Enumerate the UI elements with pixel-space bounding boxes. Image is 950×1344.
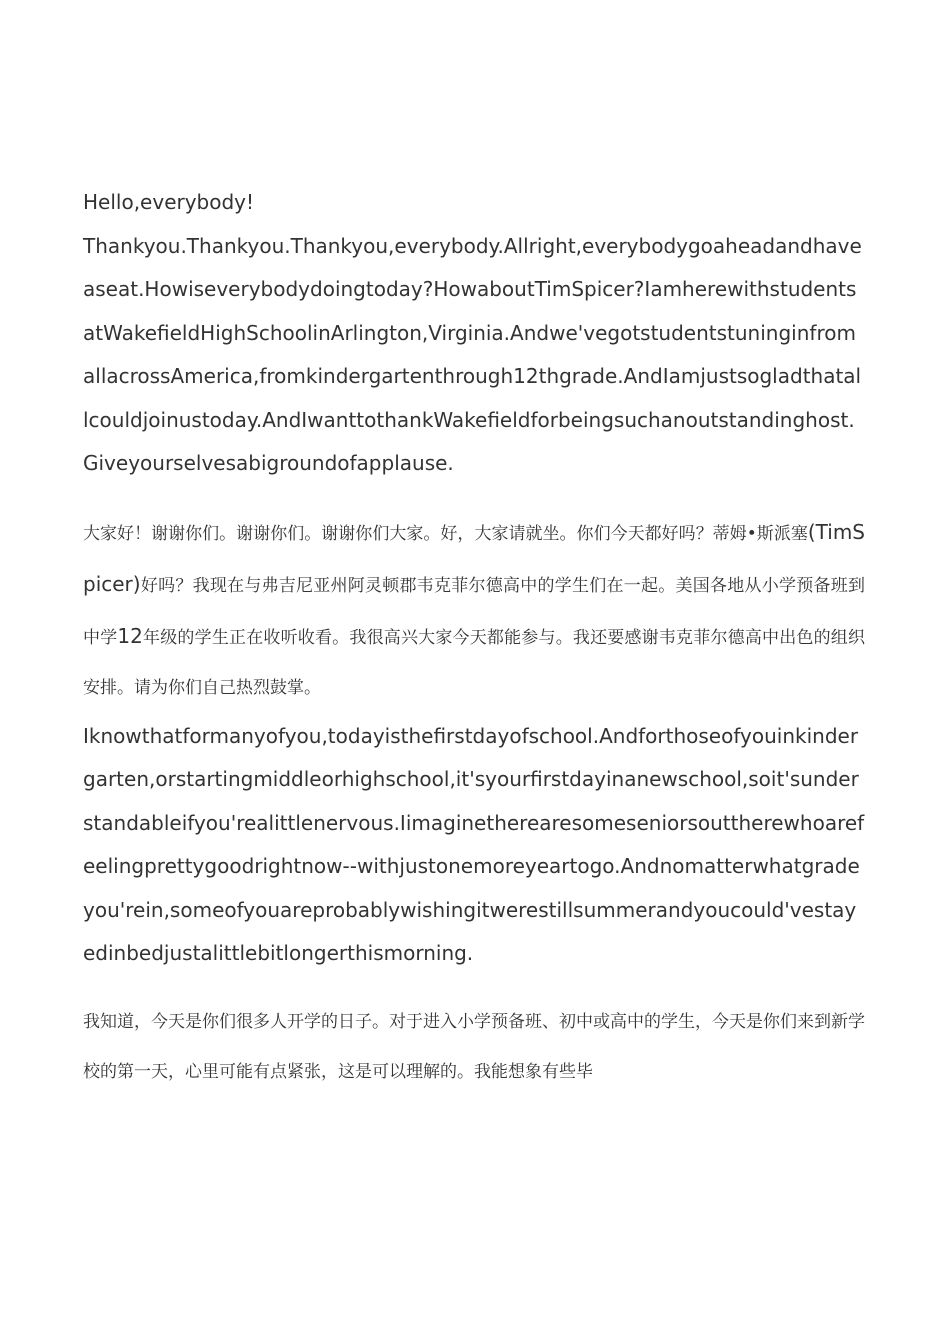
greeting-line: Hello,everybody! bbox=[83, 190, 255, 214]
paragraph-chinese-1 bbox=[83, 507, 865, 713]
paragraph-chinese-1-part-b: 好吗？我现在与弗吉尼亚州阿灵顿郡韦克菲尔德高中的学生们在一起。美国各地从小学预备班到中学 bbox=[83, 575, 865, 648]
paragraph-chinese-1-name: (TimSpicer) bbox=[83, 519, 865, 596]
paragraph-chinese-1-part-c: 年级的学生正在收听收看。我很高兴大家今天都能参与。我还要感谢韦克菲尔德高中出色的组织安排。请为你们自己热烈鼓掌。 bbox=[83, 627, 866, 698]
paragraph-chinese-2: 我知道，今天是你们很多人开学的日子。对于进入小学预备班、初中或高中的学生，今天是你们来到新学校的第一天，心里可能有点紧张，这是可以理解的。我能想象有些毕 bbox=[83, 1011, 865, 1082]
paragraph-chinese-1-part-a: 大家好！谢谢你们。谢谢你们。谢谢你们大家。好，大家请就坐。你们今天都好吗？蒂姆•斯派塞 bbox=[83, 523, 808, 544]
paragraph-chinese-1-number: 12 bbox=[117, 623, 143, 648]
document-body bbox=[83, 181, 865, 1097]
paragraph-english-1: Thankyou.Thankyou.Thankyou,everybody.Allright,everybodygoaheadandhaveaseat.Howiseverybodydoingtoday?HowaboutTimSpicer?IamherewithstudentsatWakefieldHighSchoolinArlington,Virginia.Andwe'vegotstudentstuninginfromallacrossAmerica,fromkindergartenthrough12thgrade.AndIamjustsogladthatallcouldjoinustoday.AndIwanttothankWakefieldforbeingsuchanoutstandinghost.Giveyourselvesabigroundofapplause. bbox=[83, 233, 862, 475]
paragraph-english-2: Iknowthatformanyofyou,todayisthefirstdayofschool.Andforthoseofyouinkindergarten,orstartingmiddleorhighschool,it'syourfirstdayinanewschool,soit'sunderstandableifyou'realittlenervous.Iimaginetherearesomeseniorsouttherewhoarefeelingprettygoodrightnow--withjustonemoreyeartogo.Andnomatterwhatgradeyou'rein,someofyouareprobablywishingitwerestillsummerandyoucould'vestayedinbedjustalittlebitlongerthismorning. bbox=[83, 723, 865, 965]
